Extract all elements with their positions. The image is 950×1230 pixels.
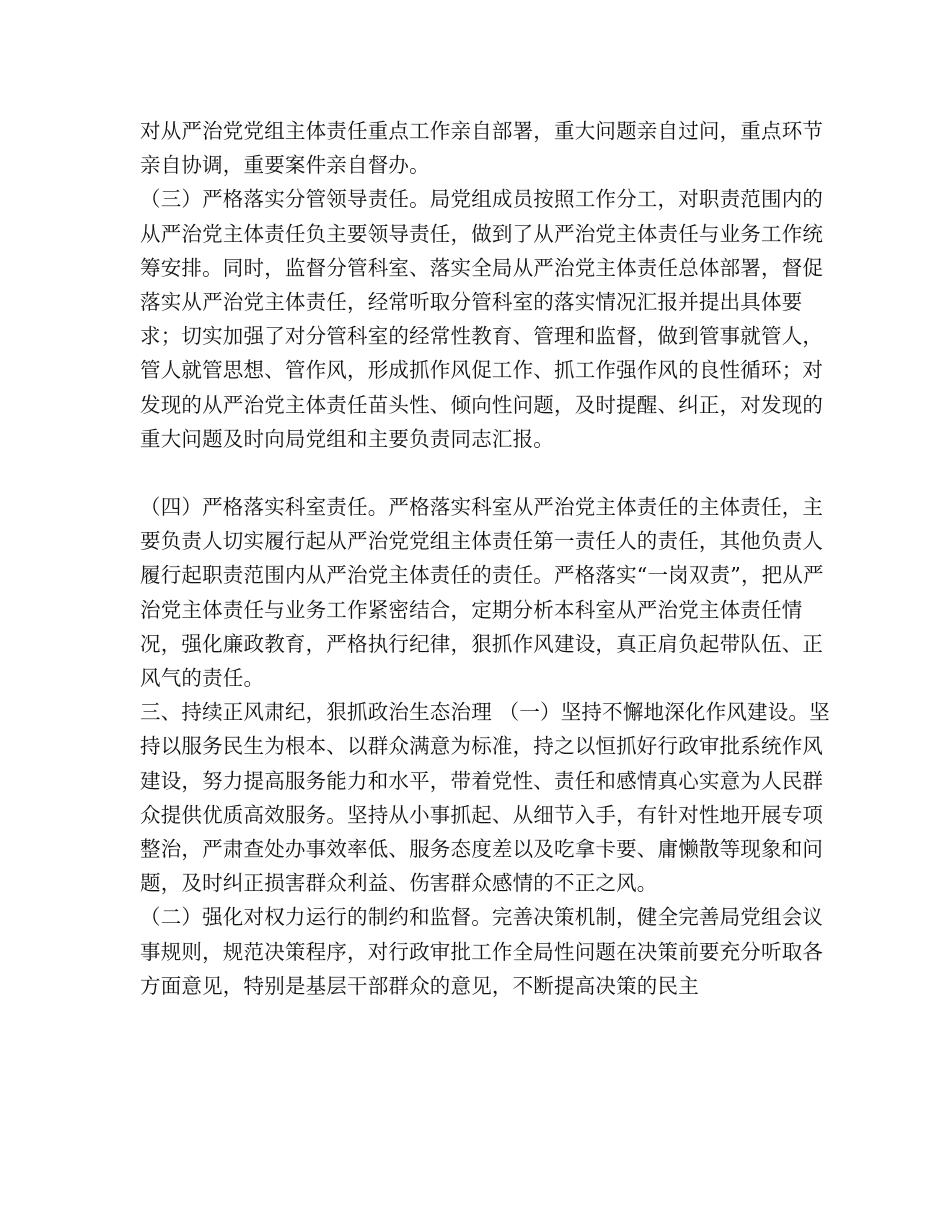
paragraph-2: （三）严格落实分管领导责任。局党组成员按照工作分工，对职责范围内的从严治党主体责任负主要领导责任，做到了从严治党主体责任与业务工作统筹安排。同时，监督分管科室、落实全局从严治党主体责任总体部署，督促落实从严治党主体责任，经常听取分管科室的落实情况汇报并提出具体要求；切实加强了对分管科室的经常性教育、管理和监督，做到管事就管人，管人就管思想、管作风，形成抓作风促工作、抓工作强作风的良性循环；对发现的从严治党主体责任苗头性、倾向性问题，及时提醒、纠正，对发现的重大问题及时向局党组和主要负责同志汇报。 [140, 187, 824, 451]
document-body [140, 114, 830, 1003]
paragraph-5: （二）强化对权力运行的制约和监督。完善决策机制，健全完善局党组会议事规则，规范决策程序，对行政审批工作全局性问题在决策前要充分听取各方面意见，特别是基层干部群众的意见，不断提高决策的民主 [140, 905, 824, 998]
paragraph-1: 对从严治党党组主体责任重点工作亲自部署，重大问题亲自过问，重点环节亲自协调，重要案件亲自督办。 [140, 119, 824, 178]
paragraph-3: （四）严格落实科室责任。严格落实科室从严治党主体责任的主体责任，主要负责人切实履行起从严治党党组主体责任第一责任人的责任，其他负责人履行起职责范围内从严治党主体责任的责任。严格落实“一岗双责”，把从严治党主体责任与业务工作紧密结合，定期分析本科室从严治党主体责任情况，强化廉政教育，严格执行纪律，狠抓作风建设，真正肩负起带队伍、正风气的责任。 [140, 495, 824, 691]
paragraph-4: 三、持续正风肃纪，狠抓政治生态治理 （一）坚持不懈地深化作风建设。坚持以服务民生为根本、以群众满意为标准，持之以恒抓好行政审批系统作风建设，努力提高服务能力和水平，带着党性、责任和感情真心实意为人民群众提供优质高效服务。坚持从小事抓起、从细节入手，有针对性地开展专项整治，严肃查处办事效率低、服务态度差以及吃拿卡要、庸懒散等现象和问题，及时纠正损害群众利益、伤害群众感情的不正之风。 [140, 700, 830, 896]
